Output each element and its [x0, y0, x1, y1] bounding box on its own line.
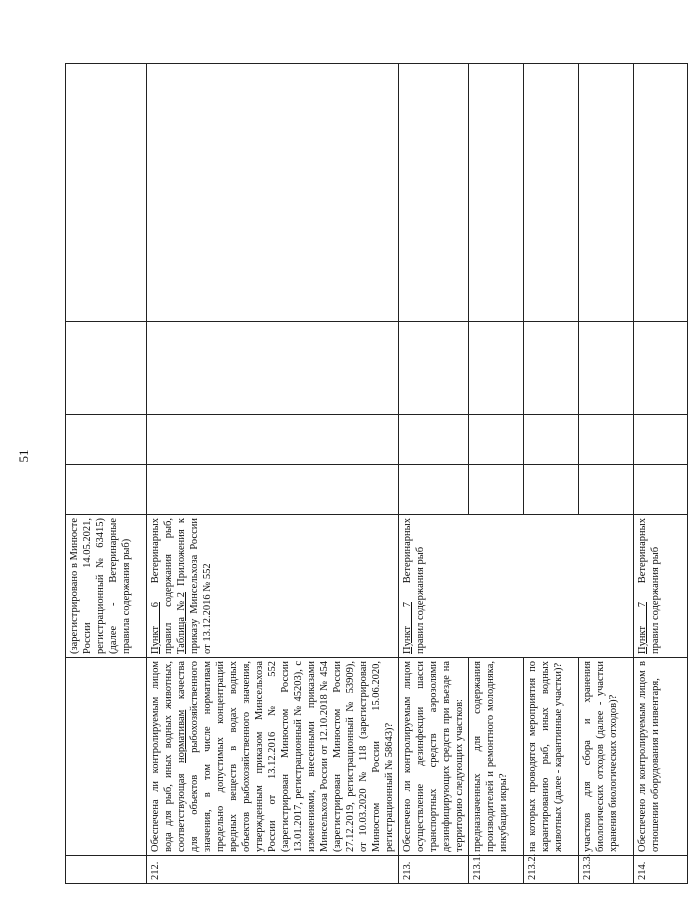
question-text: качества для объектов рыбохозяйственного значения, в том числе нормативам предельно допустимых концентраций вредных веществ в водах водных объектов рыбохозяйственного значения, утвержденным приказом Минсельхоза России от 13.12.2016 № 552 (зарегистрирован Минюстом России 13.01.2017, регистрационный № 45203), с изменениями, внесенными приказами Минсельхоза России от 12.10.2018 № 454 (зарегистрирован Минюстом России 27.12.2019, регистрационный № 53909), от 10.03.2020 № 118 (зарегистрирован Минюстом России 15.06.2020, регистрационный № 58643)? [176, 661, 395, 852]
empty-cell [524, 465, 579, 515]
reference-cell: (зарегистрировано в Минюсте России 14.05.2021, регистрационный № 63415) (далее - Ветеринарные правила содержания рыб) [66, 515, 147, 658]
table-row [399, 64, 469, 884]
empty-cell [399, 415, 469, 465]
row-number [66, 856, 147, 884]
table-row [147, 64, 399, 884]
rotated-table-container [65, 64, 661, 884]
empty-cell [147, 322, 399, 415]
checklist-table [65, 63, 688, 884]
empty-cell [66, 64, 147, 322]
reference-text: Ветеринарных правил содержания рыб [402, 518, 426, 654]
reference-text: Ветеринарных правил содержания рыб, [150, 518, 174, 654]
question-cell [66, 658, 147, 856]
page-number: 51 [16, 449, 31, 463]
reference-link[interactable]: Пункт 7 [402, 602, 413, 654]
question-text: Обеспечена ли контролируемым лицом вода для рыб, иных водных животных, соответствующая [150, 661, 187, 852]
empty-cell [579, 322, 634, 415]
row-number: 213.3. [579, 856, 634, 884]
normative-link[interactable]: нормативам [176, 709, 187, 763]
row-number: 213. [399, 856, 469, 884]
reference-link[interactable]: Пункт 6 [150, 602, 161, 654]
question-cell: участков для сбора и хранения биологических отходов (далее - участки хранения биологических отходов)? [579, 658, 634, 856]
empty-cell [634, 322, 688, 415]
empty-cell [469, 465, 524, 515]
empty-cell [66, 322, 147, 415]
empty-cell [66, 465, 147, 515]
empty-cell [579, 465, 634, 515]
empty-cell [147, 415, 399, 465]
table-row [66, 64, 147, 884]
row-number: 213.2. [524, 856, 579, 884]
question-cell [147, 658, 399, 856]
empty-cell [469, 64, 524, 322]
empty-cell [469, 322, 524, 415]
empty-cell [579, 64, 634, 322]
empty-cell [524, 415, 579, 465]
reference-link[interactable]: Пункт 7 [637, 602, 648, 654]
empty-cell [579, 415, 634, 465]
reference-cell [147, 515, 399, 658]
empty-cell [524, 322, 579, 415]
row-number: 212. [147, 856, 399, 884]
question-cell: Обеспечено ли контролируемым лицом в отношении оборудования и инвентаря, [634, 658, 688, 856]
empty-cell [634, 465, 688, 515]
empty-cell [399, 465, 469, 515]
table-row [634, 64, 688, 884]
reference-cell [634, 515, 688, 658]
question-cell: Обеспечено ли контролируемым лицом осуществление дезинфекции шасси транспортных средств аэрозолями дезинфицирующих средств при въезде на территорию следующих участков: [399, 658, 469, 856]
empty-cell [524, 64, 579, 322]
row-number: 214. [634, 856, 688, 884]
reference-text: Приложения к приказу Минсельхоза России от 13.12.2016 № 552 [176, 518, 213, 654]
empty-cell [469, 415, 524, 465]
empty-cell [399, 322, 469, 415]
empty-cell [66, 415, 147, 465]
table-row [469, 64, 524, 884]
row-number: 213.1. [469, 856, 524, 884]
reference-text: Ветеринарных правил содержания рыб [637, 518, 661, 654]
table-row [524, 64, 579, 884]
empty-cell [634, 64, 688, 322]
reference-link[interactable]: Таблица №2 [176, 591, 187, 654]
empty-cell [399, 64, 469, 322]
empty-cell [147, 465, 399, 515]
question-cell: на которых проводятся мероприятия по карантированию рыб, иных водных животных (далее - карантинные участки)? [524, 658, 579, 856]
table-row [579, 64, 634, 884]
question-cell: предназначенных для содержания производителей и ремонтного молодняка, инкубации икры? [469, 658, 524, 856]
empty-cell [147, 64, 399, 322]
empty-cell [634, 415, 688, 465]
reference-cell [399, 515, 634, 658]
